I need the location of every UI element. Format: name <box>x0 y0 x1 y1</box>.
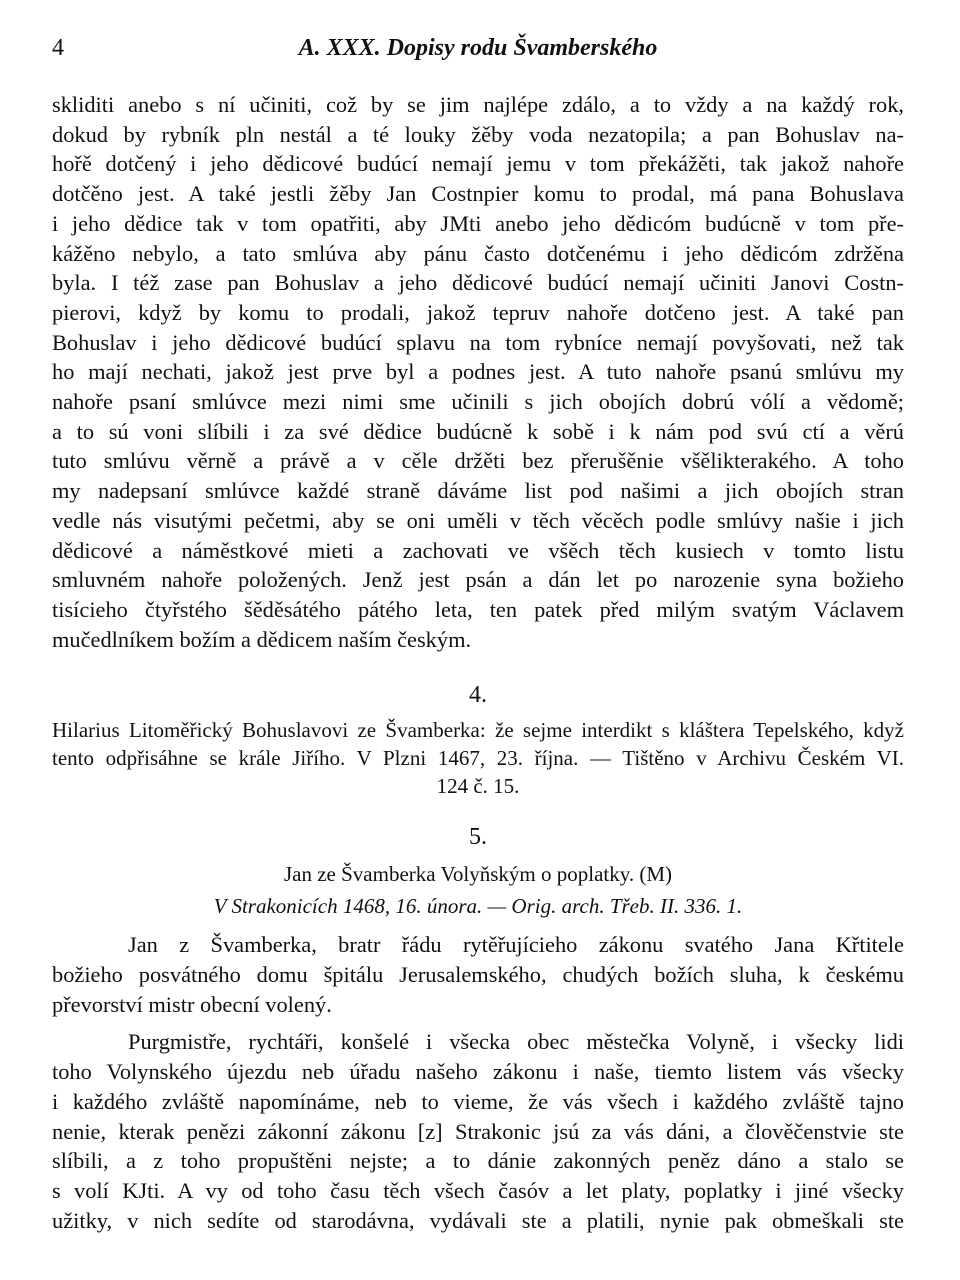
text-line: byla. I též zase pan Bohuslav a jeho dědicové budúcí nemají učiniti Janovi Costn- <box>52 270 904 296</box>
text-line: převorství mistr obecní volený. <box>52 991 332 1017</box>
text-line: skliditi anebo s ní učiniti, což by se jim najlépe zdálo, a to vždy a na každý rok, <box>52 92 904 117</box>
document-5-body <box>52 1027 904 1235</box>
document-number-5: 5. <box>469 824 487 851</box>
section-1-text <box>52 90 904 654</box>
regest-line: 124 č. 15. <box>436 774 520 799</box>
text-line: slíbili, a z toho propuštěni nejste; a to dánie zakonných peněz dáno a stalo se <box>52 1148 904 1174</box>
text-line: božieho posvátného domu špitálu Jerusalemského, chudých božích sluha, k českému <box>52 962 904 988</box>
text-line: mučedlníkem božím a dědicem naším českým. <box>52 626 472 652</box>
document-5-title: Jan ze Švamberka Volyňským o poplatky. (M) <box>283 862 673 887</box>
text-line: smluvném nahoře položených. Jenž jest psán a dán let po narozenie syna božieho <box>52 567 904 593</box>
text-line: nahoře psaní smlúvce mezi nimi sme učinili s jich obojích dobrú vólí a vědomě; <box>52 389 904 415</box>
text-line: pierovi, když by komu to prodali, jakož tepruv nahoře dotčeno jest. A také pan <box>52 299 904 325</box>
text-line: dědicové a náměstkové mieti a zachovati ve všěch těch kusiech v tomto listu <box>52 537 904 563</box>
text-line: tuto smlúvu věrně a právě a v cěle držěti bez přerušěnie všělikterakého. A toho <box>52 448 904 474</box>
book-page <box>52 30 904 1235</box>
text-line: a to sú voni slíbili i za své dědice budúcně k sobě i k nám pod svú ctí a věrú <box>52 418 904 444</box>
text-line: ho mají nechati, jakož jest prve byl a podnes jest. A tuto nahoře psanú smlúvu my <box>52 359 904 385</box>
document-5-intitulation <box>52 930 904 1019</box>
page-number: 4 <box>52 35 64 61</box>
running-title: A. XXX. Dopisy rodu Švamberského <box>298 35 658 61</box>
text-line: Bohuslav i jeho dědicové budúcí splavu na tom rybníce nemají povyšovati, než tak <box>52 329 904 355</box>
text-line: toho Volynského újezdu neb úřadu našeho zákonu i naše, tiemto listem vás všecky <box>52 1059 904 1085</box>
text-line: dotčěno jest. A také jestli žěby Jan Costnpier komu to prodal, má pana Bohuslava <box>52 181 904 207</box>
text-line: užitky, v nich sedíte od starodávna, vydávali ste a platili, nynie pak obmeškali ste <box>52 1207 904 1233</box>
text-line: dokud by rybník pln nestál a té louky žěby voda nezatopila; a pan Bohuslav na- <box>52 121 904 147</box>
text-line: Jan z Švamberka, bratr řádu rytěřujícieho zákonu svatého Jana Křtitele <box>128 932 904 958</box>
text-line: tisícieho čtyřstého šěděsátého pátého leta, ten patek před milým svatým Václavem <box>52 596 904 622</box>
document-5-dateline: V Strakonicích 1468, 16. února. — Orig. arch. Třeb. II. 336. 1. <box>213 894 743 919</box>
document-4-regest <box>52 716 904 800</box>
text-line: s volí KJti. A vy od toho času těch všech časóv a let platy, poplatky i jiné všecky <box>52 1177 904 1203</box>
text-line: vedle nás visutými pečetmi, aby se oni uměli v těch věcěch podle smlúvy našie i jich <box>52 507 904 533</box>
text-line: i jeho dědice tak v tom opatřiti, aby JMti anebo jeho dědicóm budúcně v tom pře- <box>52 210 904 236</box>
text-line: Purgmistře, rychtáři, konšelé i všecka obec městečka Volyně, i všecky lidi <box>128 1029 904 1055</box>
text-line: hořě dotčený i jeho dědicové budúcí nemají jemu v tom překážěti, tak jakož nahoře <box>52 151 904 177</box>
text-line: nenie, kterak penězi zákonní zákonu [z] Strakonic jsú za vás dáni, a člověčenstvie ste <box>52 1118 904 1144</box>
text-line: my nadepsaní smlúvce každé straně dáváme list pod našimi a jich obojích stran <box>52 478 904 504</box>
regest-line: tento odpřisáhne se krále Jiřího. V Plzni 1467, 23. října. — Tištěno v Archivu Českém VI. <box>52 746 904 771</box>
regest-line: Hilarius Litoměřický Bohuslavovi ze Švamberka: že sejme interdikt s kláštera Tepelského, když <box>52 718 904 743</box>
text-line: i každého zvláště napomínáme, neb to vieme, že vás všech i každého zvláště tajno <box>52 1088 904 1114</box>
running-head <box>52 30 904 66</box>
text-line: kážěno nebylo, a tato smlúva aby pánu často dotčenému i jeho dědicóm zdržěna <box>52 240 904 266</box>
document-number-4: 4. <box>469 682 487 709</box>
